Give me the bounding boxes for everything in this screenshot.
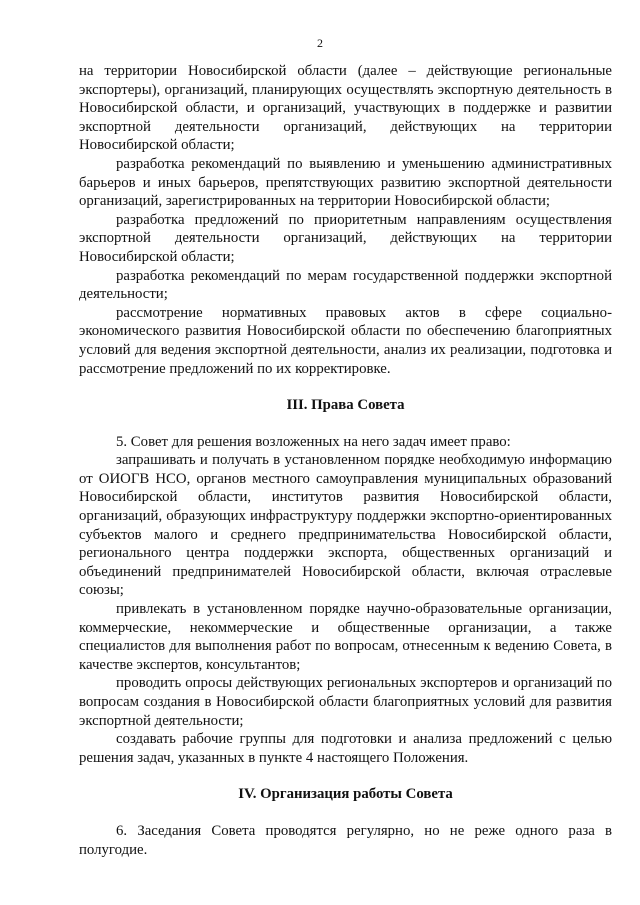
section-heading-organization: IV. Организация работы Совета [238,786,453,803]
page-content [79,62,612,859]
paragraph: проводить опросы действующих региональных экспортеров и организаций по вопросам создания в Новосибирской области благоприятных условий для развития экспортной деятельности; [79,675,612,729]
paragraph: разработка рекомендаций по мерам государственной поддержки экспортной деятельности; [79,267,612,303]
section-heading-rights: III. Права Совета [286,397,405,414]
paragraph: 5. Совет для решения возложенных на него задач имеет право: [116,433,511,450]
paragraph: разработка предложений по приоритетным направлениям осуществления экспортной деятельности организаций, действующих на территории Новосибирской области; [79,211,612,265]
paragraph: запрашивать и получать в установленном порядке необходимую информацию от ОИОГВ НСО, органов местного самоуправления муниципальных образований Новосибирской области, институтов развития Новосибирской области, организаций, образующих инфраструктуру поддержки экспортно-ориентированных субъектов малого и среднего предпринимательства Новосибирской области, регионального центра поддержки экспорта, общественных организаций и объединений предпринимателей Новосибирской области, включая отраслевые союзы; [79,452,612,599]
paragraph: 6. Заседания Совета проводятся регулярно, но не реже одного раза в полугодие. [79,822,612,858]
paragraph: привлекать в установленном порядке научно-образовательные организации, коммерческие, некоммерческие и общественные организации, а также специалистов для выполнения работ по вопросам, отнесенным к ведению Совета, в качестве экспертов, консультантов; [79,601,612,673]
spacer [79,378,612,396]
paragraph-continuation: на территории Новосибирской области (далее – действующие региональные экспортеры), организаций, планирующих осуществлять экспортную деятельность в Новосибирской области, и организаций, участвующих в поддержке и развитии экспортной деятельности организаций, действующих на территории Новосибирской области; [79,63,612,154]
spacer [79,804,612,822]
paragraph: рассмотрение нормативных правовых актов в сфере социально-экономического развития Новосибирской области по обеспечению благоприятных условий для ведения экспортной деятельности, анализ их реализации, подготовка и рассмотрение предложений по их корректировке. [79,304,612,377]
paragraph: разработка рекомендаций по выявлению и уменьшению административных барьеров и иных барьеров, препятствующих развитию экспортной деятельности организаций, зарегистрированных на территории Новосибирской области; [79,155,612,210]
paragraph: создавать рабочие группы для подготовки и анализа предложений с целью решения задач, указанных в пункте 4 настоящего Положения. [79,731,612,766]
page-number: 2 [317,36,323,50]
spacer [79,415,612,433]
spacer [79,767,612,785]
